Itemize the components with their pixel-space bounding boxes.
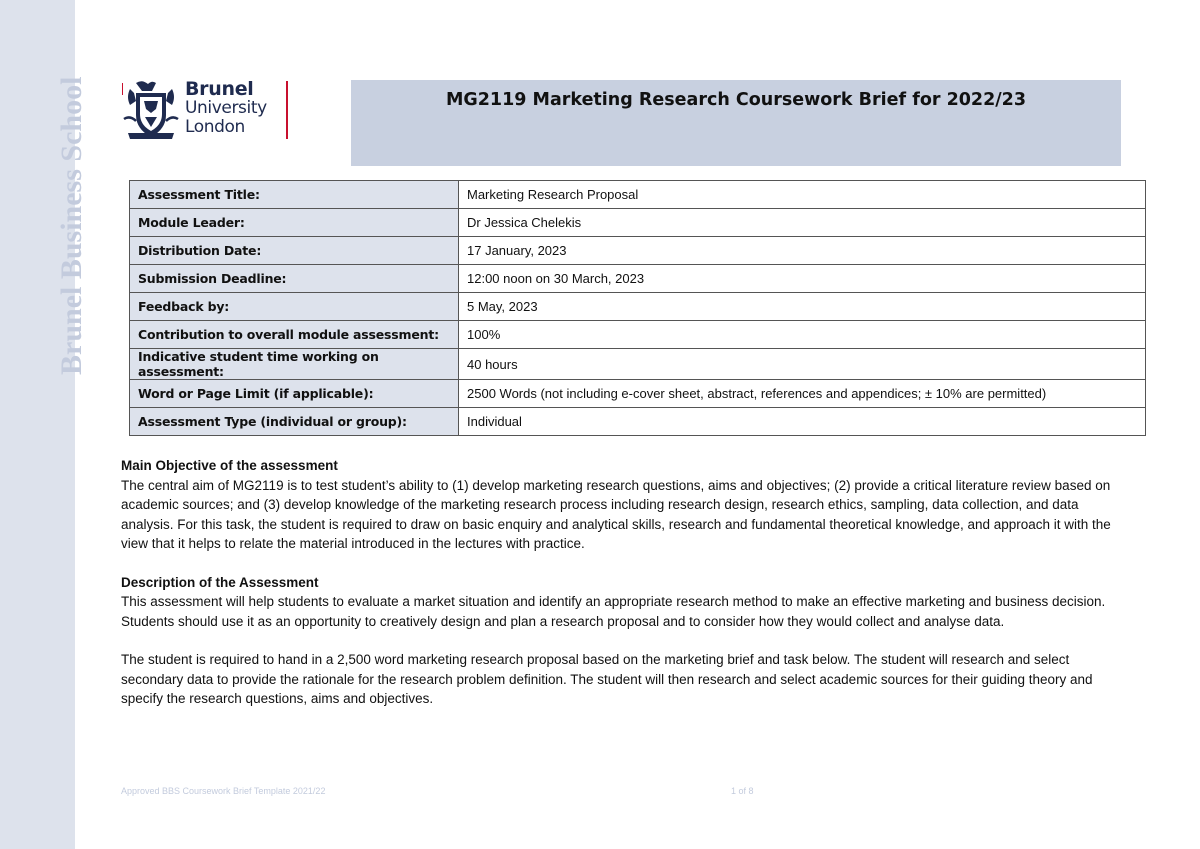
- row-value: 12:00 noon on 30 March, 2023: [459, 265, 1146, 293]
- side-band-text: Brunel Business School: [55, 76, 88, 375]
- logo-wordmark: [185, 79, 267, 137]
- row-value: Dr Jessica Chelekis: [459, 209, 1146, 237]
- brief-content: [121, 456, 1121, 709]
- row-label: Distribution Date:: [130, 237, 459, 265]
- row-label: Submission Deadline:: [130, 265, 459, 293]
- logo-line2: University: [185, 98, 267, 118]
- table-row: [130, 293, 1146, 321]
- logo-divider: [286, 81, 288, 139]
- row-label: Assessment Type (individual or group):: [130, 408, 459, 436]
- row-label: Module Leader:: [130, 209, 459, 237]
- table-row: [130, 237, 1146, 265]
- title-banner: [351, 80, 1121, 166]
- crest-icon: [122, 79, 180, 141]
- row-value: 2500 Words (not including e-cover sheet, abstract, references and appendices; ± 10% are permitted): [459, 380, 1146, 408]
- row-label: Feedback by:: [130, 293, 459, 321]
- description-paragraph-1: This assessment will help students to evaluate a market situation and identify an appropriate research method to make an effective marketing and business decision. Students should use it as an opportunity to creatively design and plan a research proposal and to consider how they would collect and analyse data.: [121, 594, 1106, 629]
- table-row: [130, 181, 1146, 209]
- row-value: Marketing Research Proposal: [459, 181, 1146, 209]
- table-row: [130, 265, 1146, 293]
- university-logo: [122, 79, 292, 141]
- row-label: Word or Page Limit (if applicable):: [130, 380, 459, 408]
- assessment-info-table: [129, 180, 1146, 436]
- logo-line1: Brunel: [185, 78, 254, 100]
- row-value: 5 May, 2023: [459, 293, 1146, 321]
- main-objective-heading: Main Objective of the assessment: [121, 458, 338, 473]
- row-value: 100%: [459, 321, 1146, 349]
- table-row: [130, 209, 1146, 237]
- row-value: 17 January, 2023: [459, 237, 1146, 265]
- row-value: Individual: [459, 408, 1146, 436]
- table-row: [130, 408, 1146, 436]
- side-band: [0, 0, 88, 849]
- main-objective-body: The central aim of MG2119 is to test student’s ability to (1) develop marketing research questions, aims and objectives; (2) provide a critical literature review based on academic sources; and (3) develop knowledge of the marketing research process including research design, research ethics, sampling, data collection, and data analysis. For this task, the student is required to draw on basic enquiry and analytical skills, research and fundamental theoretical knowledge, and approach it with the view that it helps to relate the material introduced in the lectures with practice.: [121, 477, 1111, 551]
- logo-line3: London: [185, 117, 245, 137]
- document-title: MG2119 Marketing Research Coursework Brief for 2022/23: [445, 90, 1027, 110]
- description-heading: Description of the Assessment: [121, 574, 319, 590]
- row-label: Indicative student time working on assessment:: [130, 349, 459, 380]
- row-value: 40 hours: [459, 349, 1146, 380]
- table-row: [130, 321, 1146, 349]
- table-row: [130, 349, 1146, 380]
- row-label: Assessment Title:: [130, 181, 459, 209]
- table-row: [130, 380, 1146, 408]
- page-number: 1 of 8: [731, 786, 754, 796]
- row-label: Contribution to overall module assessment:: [130, 321, 459, 349]
- footer-template-label: Approved BBS Coursework Brief Template 2021/22: [121, 786, 326, 796]
- description-paragraph-2: The student is required to hand in a 2,500 word marketing research proposal based on the marketing brief and task below. The student will research and select secondary data to provide the rationale for the research problem definition. The student will then research and select academic sources for their guiding theory and specify the research questions, aims and objectives.: [121, 652, 1093, 706]
